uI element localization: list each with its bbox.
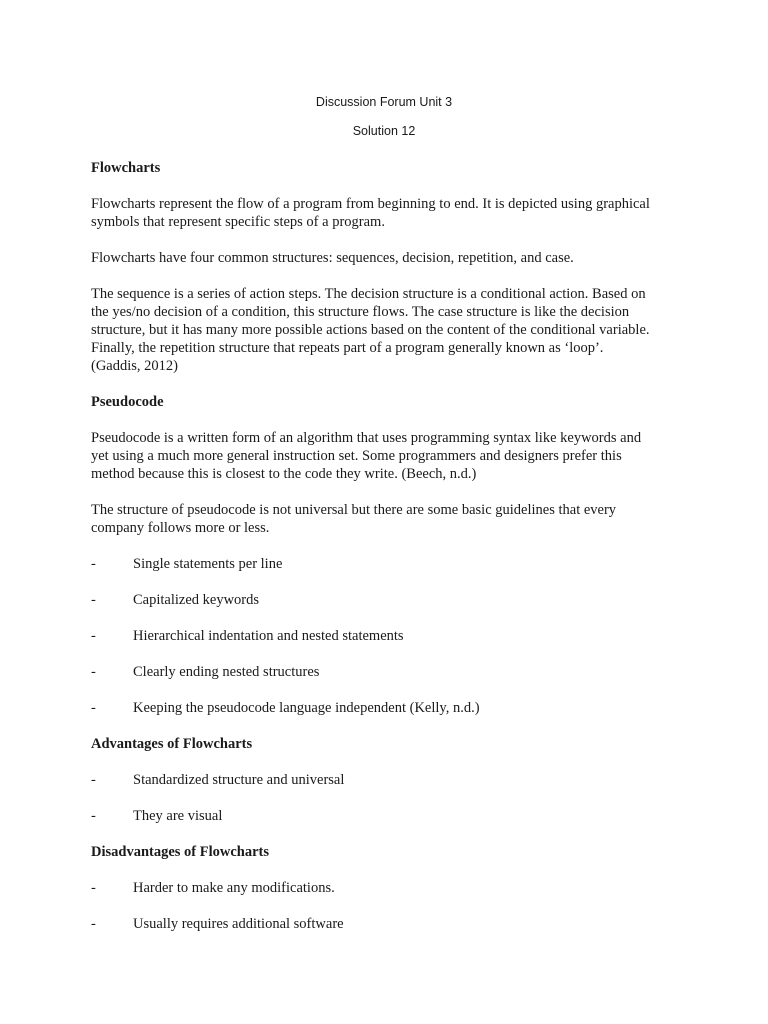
- list-item-text: Keeping the pseudocode language independent (Kelly, n.d.): [133, 700, 480, 716]
- bullet-marker: -: [91, 880, 96, 896]
- bullet-marker: -: [91, 628, 96, 644]
- list-item-text: They are visual: [133, 808, 223, 824]
- paragraph-line: company follows more or less.: [91, 520, 270, 536]
- paragraph-line: The structure of pseudocode is not universal but there are some basic guidelines that every: [91, 502, 617, 518]
- paragraph-line: method because this is closest to the code they write. (Beech, n.d.): [91, 466, 477, 482]
- paragraph-line: Flowcharts have four common structures: sequences, decision, repetition, and case.: [91, 250, 574, 266]
- document-subtitle: Solution 12: [352, 124, 416, 138]
- bullet-marker: -: [91, 664, 96, 680]
- paragraph-line: yet using a much more general instruction set. Some programmers and designers prefer this: [91, 448, 622, 464]
- bullet-marker: -: [91, 592, 96, 608]
- list-item-text: Standardized structure and universal: [133, 772, 345, 788]
- list-item-text: Single statements per line: [133, 556, 283, 572]
- bullet-marker: -: [91, 772, 96, 788]
- bullet-marker: -: [91, 700, 96, 716]
- paragraph-line: Finally, the repetition structure that repeats part of a program generally known as ‘loop’.: [91, 340, 604, 356]
- list-item-text: Clearly ending nested structures: [133, 664, 320, 680]
- paragraph-line: Pseudocode is a written form of an algorithm that uses programming syntax like keywords and: [91, 430, 642, 446]
- list-item-text: Harder to make any modifications.: [133, 880, 335, 896]
- list-item-text: Capitalized keywords: [133, 592, 260, 608]
- paragraph-line: symbols that represent specific steps of a program.: [91, 214, 385, 230]
- paragraph-line: Flowcharts represent the flow of a program from beginning to end. It is depicted using graphical: [91, 196, 650, 212]
- paragraph-line: The sequence is a series of action steps. The decision structure is a conditional action. Based on: [91, 286, 646, 302]
- bullet-marker: -: [91, 916, 96, 932]
- section-heading-advantages: Advantages of Flowcharts: [91, 736, 253, 752]
- section-heading-pseudocode: Pseudocode: [91, 394, 164, 410]
- paragraph-line: (Gaddis, 2012): [91, 358, 178, 374]
- document-title: Discussion Forum Unit 3: [315, 95, 453, 109]
- paragraph-line: the yes/no decision of a condition, this structure flows. The case structure is like the decision: [91, 304, 630, 320]
- bullet-marker: -: [91, 556, 96, 572]
- paragraph-line: structure, but it has many more possible actions based on the content of the conditional variable.: [91, 322, 650, 338]
- section-heading-disadvantages: Disadvantages of Flowcharts: [91, 844, 270, 860]
- list-item-text: Hierarchical indentation and nested statements: [133, 628, 404, 644]
- bullet-marker: -: [91, 808, 96, 824]
- list-item-text: Usually requires additional software: [133, 916, 344, 932]
- section-heading-flowcharts: Flowcharts: [91, 160, 161, 176]
